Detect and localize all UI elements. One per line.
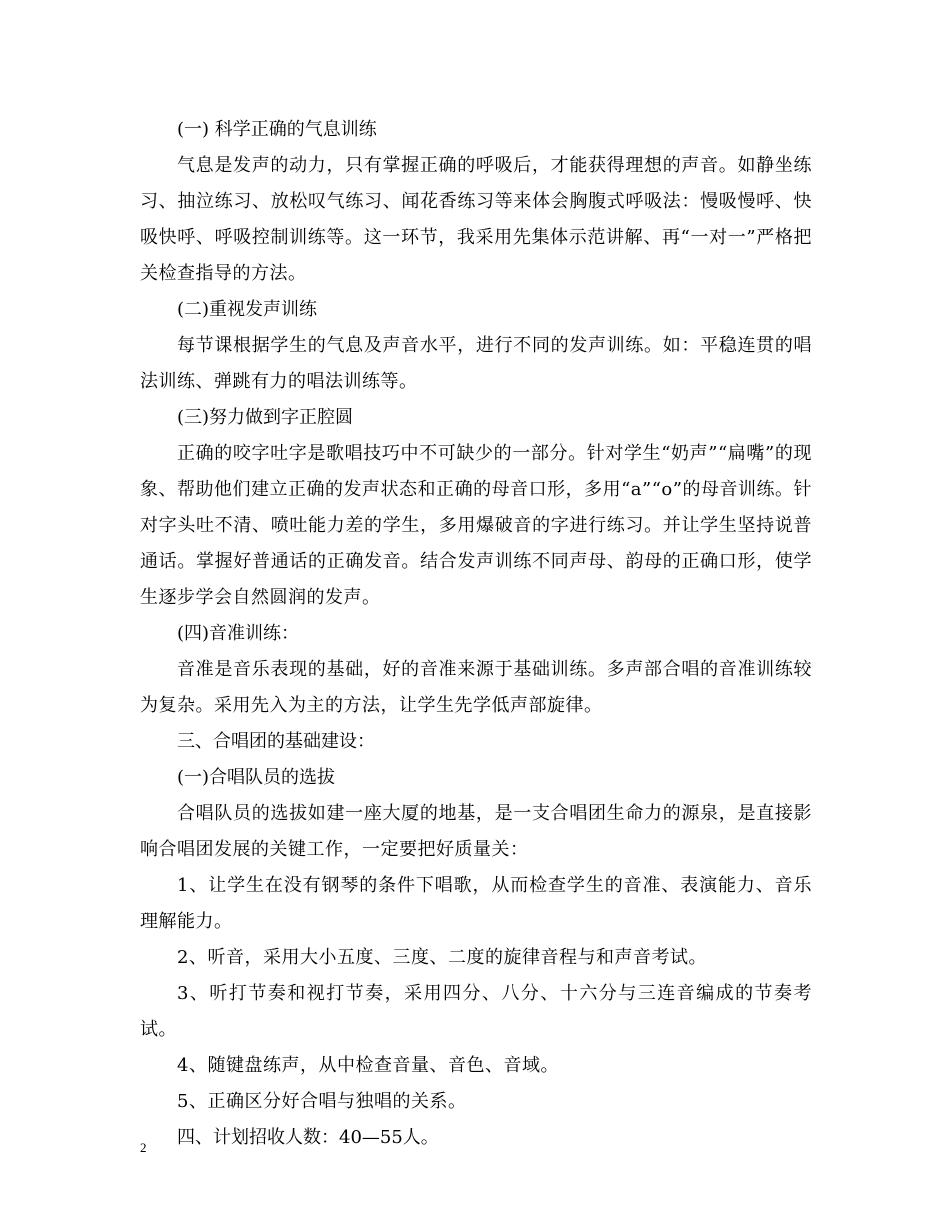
list-item-selection-5: 5、正确区分好合唱与独唱的关系。 <box>177 1091 467 1112</box>
section-heading-vocal-training: (二)重视发声训练 <box>177 299 318 320</box>
list-item-selection-4: 4、随键盘练声，从中检查音量、音色、音域。 <box>177 1055 559 1076</box>
section-heading-intonation: (四)音准训练： <box>177 623 300 644</box>
paragraph-member-selection: 合唱队员的选拔如建一座大厦的地基，是一支合唱团生命力的源泉，是直接影响合唱团发展的关键工作，一定要把好质量关： <box>140 803 812 860</box>
section-heading-diction: (三)努力做到字正腔圆 <box>177 407 354 428</box>
paragraph-diction: 正确的咬字吐字是歌唱技巧中不可缺少的一部分。针对学生“奶声”“扁嘴”的现象、帮助他们建立正确的发声状态和正确的母音口形，多用“a”“o”的母音训练。针对字头吐不清、喷吐能力差的学生，多用爆破音的字进行练习。并让学生坚持说普通话。掌握好普通话的正确发音。结合发声训练不同声母、韵母的正确口形，使学生逐步学会自然圆润的发声。 <box>140 443 812 608</box>
document-body <box>140 112 812 1156</box>
section-heading-choir-foundation: 三、合唱团的基础建设： <box>177 731 375 752</box>
list-item-selection-1: 1、让学生在没有钢琴的条件下唱歌，从而检查学生的音准、表演能力、音乐理解能力。 <box>140 875 812 932</box>
paragraph-breath-training: 气息是发声的动力，只有掌握正确的呼吸后，才能获得理想的声音。如静坐练习、抽泣练习、放松叹气练习、闻花香练习等来体会胸腹式呼吸法：慢吸慢呼、快吸快呼、呼吸控制训练等。这一环节，我采用先集体示范讲解、再“一对一”严格把关检查指导的方法。 <box>140 155 812 284</box>
section-heading-enrollment-plan: 四、计划招收人数：40—55人。 <box>177 1127 439 1148</box>
paragraph-intonation: 音准是音乐表现的基础，好的音准来源于基础训练。多声部合唱的音准训练较为复杂。采用先入为主的方法，让学生先学低声部旋律。 <box>140 659 812 716</box>
list-item-selection-2: 2、听音，采用大小五度、三度、二度的旋律音程与和声音考试。 <box>177 947 707 968</box>
paragraph-vocal-training: 每节课根据学生的气息及声音水平，进行不同的发声训练。如：平稳连贯的唱法训练、弹跳有力的唱法训练等。 <box>140 335 812 392</box>
list-item-selection-3: 3、听打节奏和视打节奏，采用四分、八分、十六分与三连音编成的节奏考试。 <box>140 983 812 1040</box>
section-heading-breath-training: (一) 科学正确的气息训练 <box>177 119 377 140</box>
page-number: 2 <box>140 1140 147 1155</box>
section-heading-member-selection: (一)合唱队员的选拔 <box>177 767 336 788</box>
